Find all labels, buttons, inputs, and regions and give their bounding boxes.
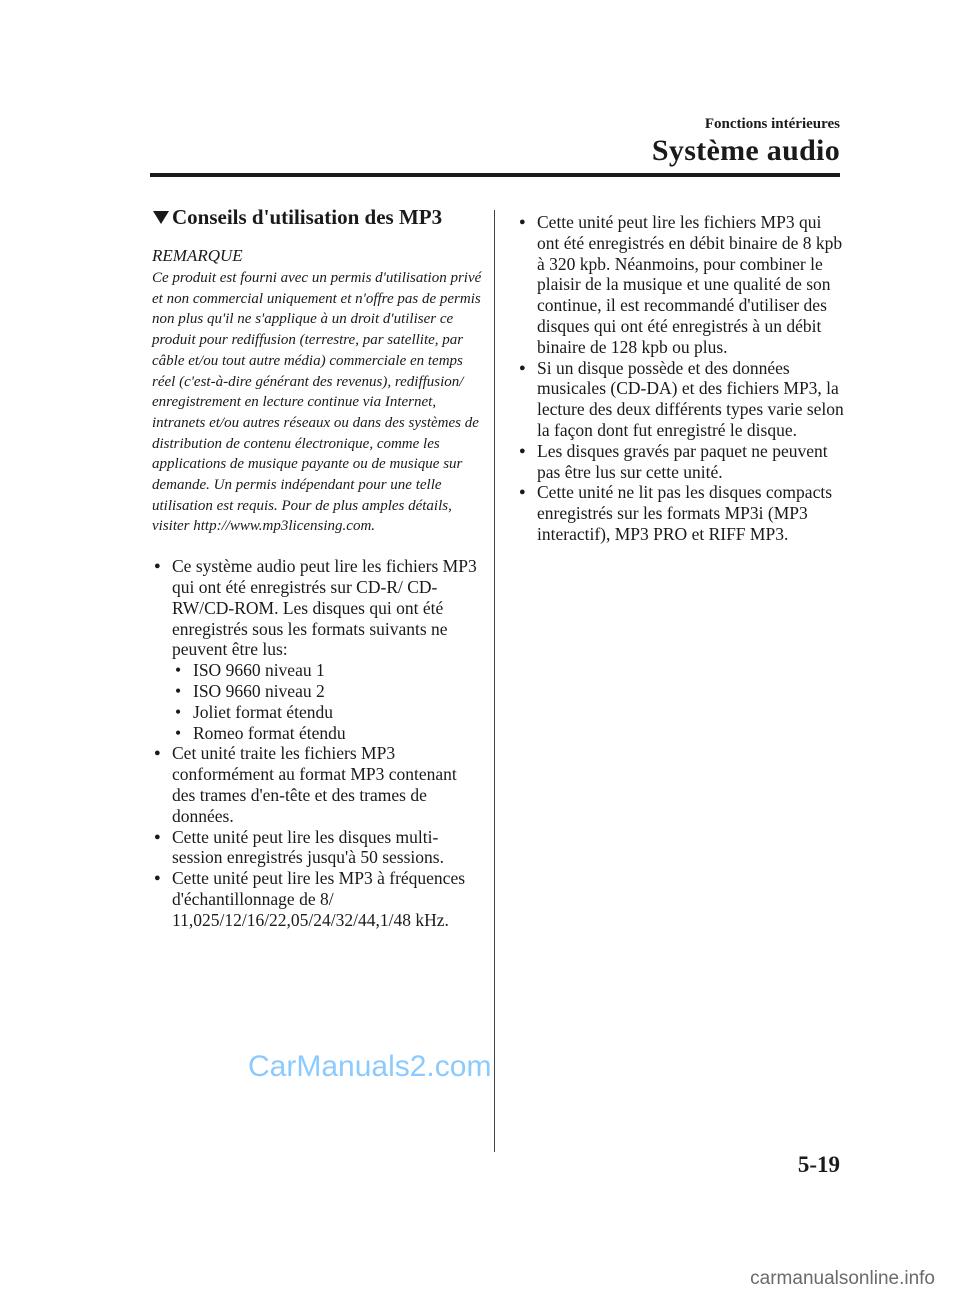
chapter-category: Fonctions intérieures — [704, 116, 840, 132]
list-item — [517, 482, 847, 544]
note-title: REMARQUE — [152, 246, 243, 265]
list-item — [152, 556, 482, 743]
list-item — [152, 868, 482, 930]
right-column — [517, 212, 847, 545]
list-item-text: Cet unité traite les fichiers MP3 conformément au format MP3 contenant des trames d'en-tête et des trames de données. — [172, 743, 457, 826]
column-divider — [494, 210, 495, 1152]
sub-list-item: • ISO 9660 niveau 1 — [172, 660, 482, 681]
page-title: Système audio — [651, 134, 840, 167]
format-sublist — [172, 660, 482, 743]
triangle-marker-icon — [153, 211, 169, 224]
sub-list-item: • ISO 9660 niveau 2 — [172, 681, 482, 702]
footer-site-link[interactable]: carmanualsonline.info — [750, 1268, 935, 1289]
sub-list-item: • Joliet format étendu — [172, 702, 482, 723]
list-item-text: Cette unité ne lit pas les disques compacts enregistrés sur les formats MP3i (MP3 interactif), MP3 PRO et RIFF MP3. — [537, 482, 833, 544]
list-item — [152, 743, 482, 826]
left-column — [152, 205, 482, 930]
header-rule — [150, 173, 840, 177]
list-item-text: Les disques gravés par paquet ne peuvent pas être lus sur cette unité. — [537, 440, 828, 482]
list-item — [517, 441, 847, 483]
list-item — [517, 358, 847, 441]
watermark-link[interactable]: CarManuals2.com — [248, 1050, 492, 1083]
bullet-list-right — [517, 212, 847, 545]
section-heading-text: Conseils d'utilisation des MP3 — [172, 205, 443, 229]
list-item-text: Ce système audio peut lire les fichiers MP3 qui ont été enregistrés sur CD-R/ CD-RW/CD-ROM. Les disques qui ont été enregistrés sous les formats suivants ne peuvent être lus: — [172, 556, 477, 660]
list-item-text: Cette unité peut lire les fichiers MP3 qui ont été enregistrés en débit binaire de 8 kpb à 320 kpb. Néanmoins, pour combiner le plaisir de la musique et une qualité de son continue, il est recommandé d'utiliser des disques qui ont été enregistrés à un débit binaire de 128 kpb ou plus. — [537, 212, 843, 357]
sub-list-item: • Romeo format étendu — [172, 723, 482, 744]
list-item — [517, 212, 847, 358]
bullet-list-left — [152, 556, 482, 930]
list-item — [152, 827, 482, 869]
note-body: Ce produit est fourni avec un permis d'utilisation privé et non commercial uniquement et n'offre pas de permis non plus qu'il ne s'applique à un droit d'utiliser ce produit pour rediffusion (terrestre, par satellite, par câble et/ou tout autre média) commerciale en temps réel (c'est-à-dire générant des revenus), rediffusion/ enregistrement en lecture continue via Internet, intranets et/ou autres réseaux ou dans des systèmes de distribution de contenu électronique, comme les applications de musique payante ou de musique sur demande. Un permis indépendant pour une telle utilisation est requis. Pour de plus amples détails, visiter http://www.mp3licensing.com. — [152, 270, 482, 535]
list-item-text: Si un disque possède et des données musicales (CD-DA) et des fichiers MP3, la lecture des deux différents types varie selon la façon dont fut enregistré le disque. — [537, 357, 844, 440]
page-number: 5-19 — [797, 1152, 840, 1177]
section-heading — [152, 205, 482, 230]
list-item-text: Cette unité peut lire les disques multi- session enregistrés jusqu'à 50 sessions. — [172, 826, 444, 868]
list-item-text: Cette unité peut lire les MP3 à fréquences d'échantillonnage de 8/ 11,025/12/16/22,05/24/32/44,1/48 kHz. — [172, 868, 466, 930]
